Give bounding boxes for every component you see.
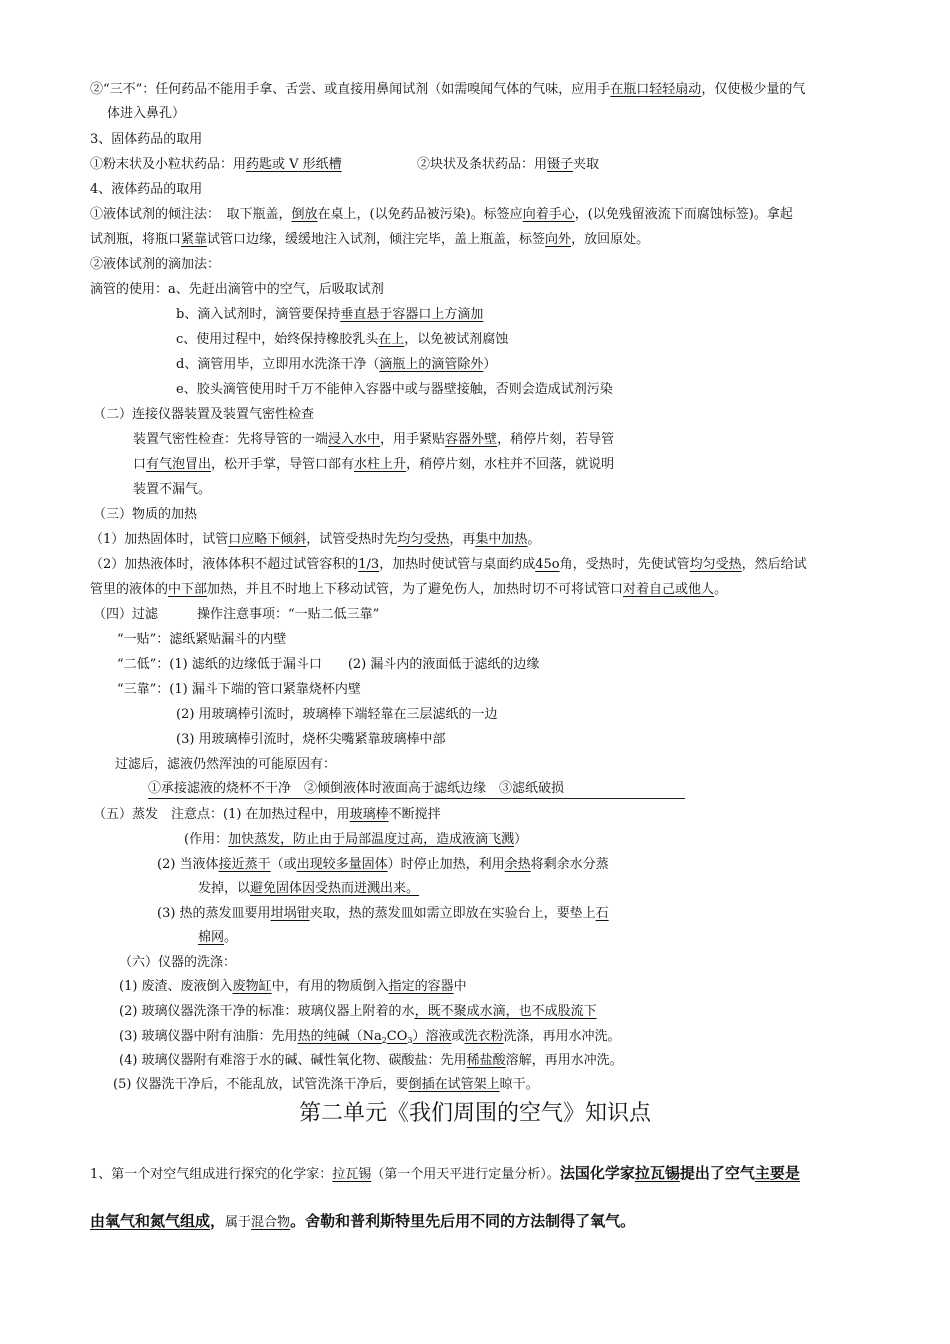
wash-rule-4: (4) 玻璃仪器附有难溶于水的碱、碱性氧化物、碳酸盐：先用稀盐酸溶解，再用水冲洗。 <box>119 1053 623 1068</box>
powder-rule: ①粉末状及小粒状药品：用药匙或 V 形纸槽 <box>90 157 342 172</box>
airtight-heading: （二）连接仪器装置及装置气密性检查 <box>93 407 315 422</box>
unit2-paragraph-line-1: 1、第一个对空气组成进行探究的化学家：拉瓦锡（第一个用天平进行定量分析）。法国化学家拉瓦锡提出了空气主要是 <box>90 1164 800 1182</box>
filter-two-low: “二低”：(1) 滤纸的边缘低于漏斗口 (2) 漏斗内的液面低于滤纸的边缘 <box>117 657 540 672</box>
filter-one-stick: “一贴”：滤纸紧贴漏斗的内壁 <box>117 632 287 647</box>
unit2-paragraph-line-2: 由氧气和氮气组成，属于混合物。舍勒和普利斯特里先后用不同的方法制得了氧气。 <box>90 1212 636 1230</box>
block-rule: ②块状及条状药品：用镊子夹取 <box>417 157 600 172</box>
drip-heading: ②液体试剂的滴加法： <box>90 257 221 272</box>
pour-method: ①液体试剂的倾注法： 取下瓶盖，倒放在桌上，(以免药品被污染)。标签应向着手心，(以免残留液流下而腐蚀标签)。拿起 <box>90 207 793 222</box>
filter-three-lean-1: “三靠”：(1) 漏斗下端的管口紧靠烧杯内壁 <box>117 682 361 697</box>
airtight-line-3: 装置不漏气。 <box>133 482 212 497</box>
solid-heading: 3、固体药品的取用 <box>90 132 203 147</box>
evap-point-2: (2) 当液体接近蒸干（或出现较多量固体）时停止加热，利用余热将剩余水分蒸 <box>157 857 609 872</box>
wash-rule-5: (5) 仪器洗干净后，不能乱放，试管洗涤干净后，要倒插在试管架上晾干。 <box>113 1077 539 1092</box>
filter-cause-heading: 过滤后，滤液仍然浑浊的可能原因有： <box>115 757 337 772</box>
filter-causes: ①承接滤液的烧杯不干净 ②倾倒液体时液面高于滤纸边缘 ③滤纸破损 <box>148 780 685 799</box>
filter-three-lean-2: (2) 用玻璃棒引流时，玻璃棒下端轻靠在三层滤纸的一边 <box>176 707 498 722</box>
evap-point-2-cont: 发掉，以避免固体因受热而迸溅出来。 <box>198 881 420 896</box>
three-no-rule: ②“三不”：任何药品不能用手拿、舌尝、或直接用鼻闻试剂（如需嗅闻气体的气味，应用手在瓶口轻轻扇动，仅使极少量的气 <box>90 82 806 97</box>
unit-title: 第二单元《我们周围的空气》知识点 <box>298 1101 651 1126</box>
heating-liquid: （2）加热液体时，液体体积不超过试管容积的1/3，加热时使试管与桌面约成45o角，受热时，先使试管均匀受热，然后给试 <box>90 557 807 572</box>
evap-point-3: (3) 热的蒸发皿要用坩埚钳夹取，热的蒸发皿如需立即放在实验台上，要垫上石 <box>157 906 609 921</box>
wash-rule-1: (1) 废渣、废液倒入废物缸中，有用的物质倒入指定的容器中 <box>119 979 467 994</box>
pour-method-cont: 试剂瓶，将瓶口紧靠试管口边缘，缓缓地注入试剂，倾注完毕，盖上瓶盖，标签向外，放回原处。 <box>90 232 650 247</box>
dropper-step-d: d、滴管用毕，立即用水洗涤干净（滴瓶上的滴管除外） <box>176 357 497 372</box>
dropper-step-a: 滴管的使用：a、先赶出滴管中的空气，后吸取试剂 <box>90 282 384 297</box>
liquid-heading: 4、液体药品的取用 <box>90 182 203 197</box>
wash-rule-2: (2) 玻璃仪器洗涤干净的标准：玻璃仪器上附着的水，既不聚成水滴，也不成股流下 <box>119 1004 597 1019</box>
heating-liquid-cont: 管里的液体的中下部加热，并且不时地上下移动试管，为了避免伤人，加热时切不可将试管口对着自己或他人。 <box>90 582 728 597</box>
wash-rule-3: (3) 玻璃仪器中附有油脂：先用热的纯碱$(Na_2CO_3)$溶液或洗衣粉洗涤，再用水冲洗。 <box>119 1029 621 1045</box>
evap-point-1-purpose: (作用：加快蒸发，防止由于局部温度过高，造成液滴飞溅） <box>184 832 528 847</box>
wash-heading: （六）仪器的洗涤： <box>119 955 237 970</box>
filter-heading: （四）过滤 操作注意事项：“一贴二低三靠” <box>93 607 380 622</box>
heating-solid: （1）加热固体时，试管口应略下倾斜，试管受热时先均匀受热，再集中加热。 <box>90 532 541 547</box>
three-no-rule-cont: 体进入鼻孔） <box>107 106 186 121</box>
heating-heading: （三）物质的加热 <box>93 507 198 522</box>
evap-point-1: （五）蒸发 注意点：(1) 在加热过程中，用玻璃棒不断搅拌 <box>93 807 441 822</box>
dropper-step-e: e、胶头滴管使用时千万不能伸入容器中或与器壁接触，否则会造成试剂污染 <box>176 382 613 397</box>
evap-point-3-cont: 棉网。 <box>198 930 238 945</box>
dropper-step-c: c、使用过程中，始终保持橡胶乳头在上，以免被试剂腐蚀 <box>176 332 509 347</box>
dropper-step-b: b、滴入试剂时，滴管要保持垂直悬于容器口上方滴加 <box>176 307 484 322</box>
airtight-line-2: 口有气泡冒出，松开手掌，导管口部有水柱上升，稍停片刻，水柱并不回落，就说明 <box>133 457 615 472</box>
filter-three-lean-3: (3) 用玻璃棒引流时，烧杯尖嘴紧靠玻璃棒中部 <box>176 732 446 747</box>
airtight-line-1: 装置气密性检查：先将导管的一端浸入水中，用手紧贴容器外壁，稍停片刻，若导管 <box>133 432 615 447</box>
